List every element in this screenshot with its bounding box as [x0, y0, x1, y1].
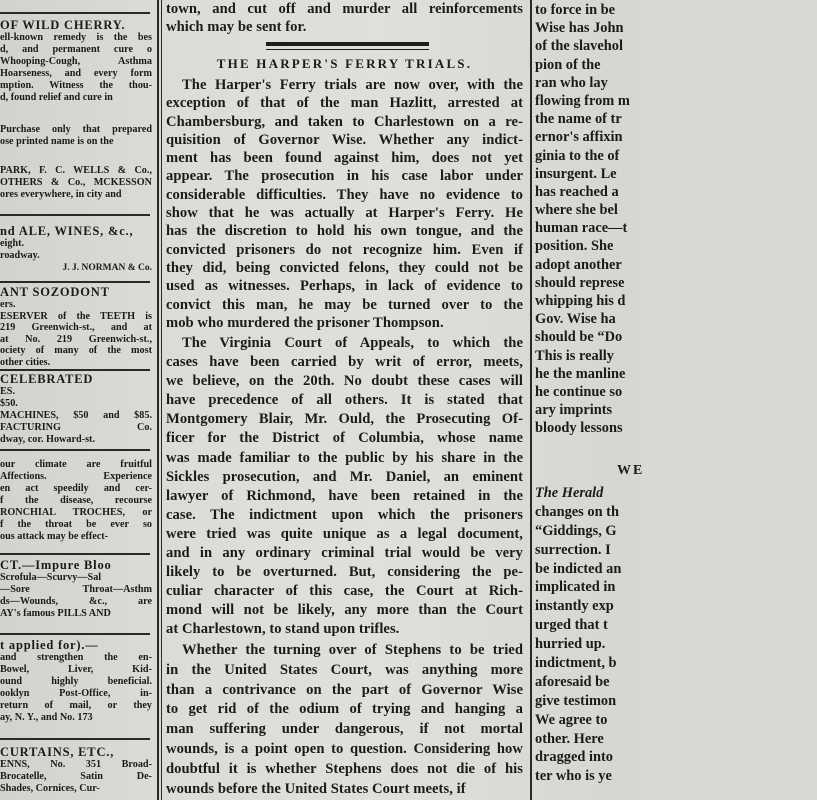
ad-text-line: mption. Witness the thou- — [0, 80, 152, 91]
preceding-article-end — [166, 1, 523, 36]
text-line: lawyer of Richmond, have been retained in the — [166, 487, 523, 504]
text-line: changes on th — [535, 503, 619, 520]
ad-bronchial-troches — [0, 459, 152, 543]
ad-text-line: ose printed name is on the — [0, 136, 114, 147]
ad-headline: CURTAINS, ETC., — [0, 745, 115, 759]
ad-text-line: ooklyn Post-Office, in- — [0, 688, 152, 699]
ad-text-line: eight. — [0, 238, 25, 249]
text-line: wounds, is a point open to question. Considering how — [166, 740, 523, 757]
text-line: they did, being convicted felons, they could not be — [166, 259, 523, 276]
text-line: where she bel — [535, 202, 618, 219]
text-line: The Harper's Ferry trials are now over, with the — [182, 77, 523, 93]
text-line: wounds before the United States Court meets, if — [166, 780, 466, 797]
text-line: hurried up. — [535, 636, 606, 653]
ad-text-line: return of mail, or they — [0, 700, 152, 711]
ad-text-line: other cities. — [0, 356, 51, 368]
article-paragraph — [166, 334, 523, 640]
text-line: ary imprints — [535, 402, 613, 419]
text-line: than a contrivance on the part of Governor Wise — [166, 681, 523, 698]
ad-text-line: $50. — [0, 398, 18, 409]
ad-headline: nd ALE, WINES, &c., — [0, 224, 134, 238]
ad-text-line: ers. — [0, 299, 16, 310]
ad-wild-cherry — [0, 18, 152, 104]
right-article-lower — [535, 484, 735, 786]
ad-sozodont — [0, 285, 152, 368]
ad-text-line: our climate are fruitful — [0, 459, 152, 470]
article-column — [166, 0, 523, 800]
ad-text-line: ound highly beneficial. — [0, 676, 152, 687]
ad-text-line: ous attack may be effect- — [0, 531, 109, 542]
ad-text-line: ENNS, No. 351 Broad- — [0, 759, 152, 770]
text-line: Whether the turning over of Stephens to be tried — [182, 642, 523, 658]
text-line: Gov. Wise ha — [535, 311, 616, 328]
ad-text-line: ds—Wounds, &c., are — [0, 596, 152, 607]
divider — [0, 449, 150, 451]
ad-headline: ANT SOZODONT — [0, 285, 110, 299]
ad-text-line: dway, cor. Howard-st. — [0, 434, 95, 445]
text-line: were tried was quite unique as a legal document, — [166, 525, 523, 542]
ad-text-line: ay, N. Y., and No. 173 — [0, 712, 93, 723]
ad-text-line: ES. — [0, 386, 16, 397]
text-line: human race—t — [535, 220, 628, 237]
text-line: aforesaid be — [535, 673, 610, 690]
text-line: to force in be — [535, 2, 616, 18]
text-line: he continue so — [535, 383, 623, 400]
text-line: should represe — [535, 274, 625, 291]
text-line: We agree to — [535, 711, 608, 728]
text-line: The Herald — [535, 485, 604, 501]
text-line: ernor's affixin — [535, 129, 623, 146]
article-paragraph — [166, 76, 523, 332]
text-line: the name of tr — [535, 111, 622, 128]
ad-text-line: Affections. Experience — [0, 471, 152, 482]
ad-pills — [0, 638, 152, 724]
text-line: case. The indictment upon which the prisoners — [166, 506, 523, 523]
ad-wild-cherry-agents — [0, 165, 152, 201]
text-line: should be “Do — [535, 329, 623, 346]
ad-text-line: OTHERS & Co., MCKESSON — [0, 177, 152, 188]
text-line: show that he was actually at Harper's Ferry. He — [166, 205, 523, 222]
ad-text-line: PARK, F. C. WELLS & Co., — [0, 165, 152, 176]
ad-sewing-machines — [0, 372, 152, 446]
text-line: considerable difficulties. They have no evidence to — [166, 186, 523, 203]
left-advertisement-column — [0, 0, 155, 800]
text-line: in the United States Court, was anything more — [166, 661, 523, 678]
text-line: surrection. I — [535, 541, 611, 558]
text-line: man suffering under dangerous, if not mortal — [166, 721, 523, 738]
article-title: THE HARPER'S FERRY TRIALS. — [216, 56, 473, 71]
ad-text-line: d, and permanent cure o — [0, 44, 152, 55]
text-line: bloody lessons — [535, 420, 623, 437]
ad-text-line: ores everywhere, in city and — [0, 189, 122, 200]
ad-headline: t applied for).— — [0, 638, 99, 652]
ad-text-line: and strengthen the en- — [0, 652, 152, 663]
ad-text-line: ociety of many of the most — [0, 345, 152, 356]
text-line: culiar character of this case, the Court at Rich- — [166, 583, 523, 600]
text-line: and in any ordinary criminal trial would be very — [166, 545, 523, 562]
text-line: pion of the — [535, 56, 601, 73]
text-line: ter who is ye — [535, 768, 612, 785]
ad-headline: CT.—Impure Bloo — [0, 558, 112, 572]
ad-curtains — [0, 745, 152, 795]
ad-text-line: en act speedily and cer- — [0, 483, 152, 494]
text-line: of the slavehol — [535, 38, 623, 55]
divider — [0, 12, 150, 14]
divider — [0, 553, 150, 555]
ad-text-line: RONCHIAL TROCHES, or — [0, 507, 152, 518]
column-rule — [530, 0, 532, 800]
text-line: exception of that of the man Hazlitt, arrested at — [166, 95, 523, 112]
ad-headline: OF WILD CHERRY. — [0, 18, 126, 32]
column-rule — [157, 0, 159, 800]
ad-text-line: —Sore Throat—Asthm — [0, 584, 152, 595]
text-line: position. She — [535, 238, 614, 255]
text-line: used as witnesses. Perhaps, in lack of evidence to — [166, 278, 523, 295]
ad-text-line: MACHINES, $50 and $85. — [0, 410, 152, 421]
text-line: urged that t — [535, 617, 608, 634]
text-line: The Virginia Court of Appeals, to which the — [182, 335, 523, 351]
ad-text-line: Whooping-Cough, Asthma — [0, 56, 152, 67]
text-line: he the manline — [535, 365, 626, 382]
text-line: doubtful it is whether Stephens does not die of his — [166, 760, 523, 777]
ad-text-line: Purchase only that prepared — [0, 124, 152, 135]
divider — [0, 369, 150, 371]
text-line: to get rid of the odium of trying and hanging a — [166, 701, 523, 718]
text-line: Chambersburg, and taken to Charlestown on a re- — [166, 113, 523, 130]
ad-text-line: Hoarseness, and every form — [0, 68, 152, 79]
text-line: implicated in — [535, 579, 616, 596]
text-line: This is really — [535, 347, 614, 364]
text-line: instantly exp — [535, 598, 614, 615]
ad-text-line: at No. 219 Greenwich-st., — [0, 333, 152, 345]
text-line: indictment, b — [535, 655, 617, 672]
ad-text-line: d, found relief and cure in — [0, 92, 113, 103]
text-line: we believe, on the 20th. No doubt these cases will — [166, 373, 523, 390]
text-line: ficer for the District of Columbia, whose name — [166, 430, 523, 447]
text-line: which may be sent for. — [166, 18, 307, 35]
text-line: likely to be overturned. But, considering the pe- — [166, 564, 523, 581]
text-line: quisition of Governor Wise. Whether any indict- — [166, 131, 523, 148]
text-line: has reached a — [535, 183, 619, 200]
text-line: insurgent. Le — [535, 165, 617, 182]
ad-text-line: AY's famous PILLS AND — [0, 608, 111, 619]
text-line: has the discretion to hold his own tongue, and the — [166, 223, 523, 240]
ad-text-line: Shades, Cornices, Cur- — [0, 783, 100, 794]
ad-text-line: ESERVER of the TEETH is — [0, 310, 152, 322]
text-line: have precedence of all others. It is stated that — [166, 392, 523, 409]
text-line: ginia to the of — [535, 147, 620, 164]
ad-wild-cherry-purchase — [0, 124, 152, 148]
column-rule — [161, 0, 162, 800]
section-rule-thin — [266, 49, 429, 50]
text-line: whipping his d — [535, 293, 626, 309]
right-section-heading: WE — [617, 463, 645, 478]
ad-signature: J. J. NORMAN & Co. — [62, 263, 152, 273]
ad-text-line: Brocatelle, Satin De- — [0, 771, 152, 782]
ad-text-line: FACTURING Co. — [0, 422, 152, 433]
text-line: ment has been found against him, does not yet — [166, 150, 523, 167]
ad-impure-blood — [0, 558, 152, 620]
text-line: other. Here — [535, 730, 604, 747]
text-line: at Charlestown, to stand upon trifles. — [166, 621, 400, 638]
text-line: “Giddings, G — [535, 522, 617, 539]
text-line: cases have been carried by writ of error, meets, — [166, 354, 523, 371]
ad-text-line: 219 Greenwich-st., and at — [0, 322, 152, 333]
ad-text-line: ell-known remedy is the bes — [0, 32, 152, 43]
text-line: appear. The prosecution in his case labor under — [166, 168, 523, 185]
article-paragraph — [166, 641, 523, 799]
text-line: mob who murdered the prisoner Thompson. — [166, 314, 444, 331]
ad-ale-wines — [0, 224, 152, 274]
text-line: Sickles prosecution, and Mr. Daniel, an eminent — [166, 468, 523, 485]
text-line: adopt another — [535, 256, 622, 273]
divider — [0, 214, 150, 216]
text-line: mond will not be likely, any more than the Court — [166, 602, 523, 619]
text-line: give testimon — [535, 692, 617, 709]
text-line: be indicted an — [535, 560, 622, 577]
text-line: was made familiar to the public by his share in the — [166, 449, 523, 466]
right-article-upper — [535, 1, 735, 438]
text-line: Montgomery Blair, Mr. Ould, the Prosecuting Of- — [166, 411, 523, 428]
text-line: convict this man, he may be turned over to the — [166, 296, 523, 313]
text-line: Wise has John — [535, 20, 624, 37]
divider — [0, 738, 150, 740]
text-line: town, and cut off and murder all reinforcements — [166, 1, 523, 17]
section-rule — [266, 42, 429, 46]
divider — [0, 281, 150, 283]
text-line: flowing from m — [535, 92, 630, 109]
ad-text-line: f the disease, recourse — [0, 495, 152, 506]
ad-text-line: f the throat be ever so — [0, 519, 152, 530]
ad-text-line: roadway. — [0, 250, 40, 261]
right-article-column — [535, 0, 645, 800]
ad-text-line: Bowel, Liver, Kid- — [0, 664, 152, 675]
text-line: ran who lay — [535, 74, 608, 91]
ad-text-line: Scrofula—Scurvy—Sal — [0, 572, 102, 583]
ad-headline: CELEBRATED — [0, 372, 94, 386]
divider — [0, 633, 150, 635]
text-line: convicted prisoners do not recognize him. Even if — [166, 241, 523, 258]
text-line: dragged into — [535, 749, 613, 766]
